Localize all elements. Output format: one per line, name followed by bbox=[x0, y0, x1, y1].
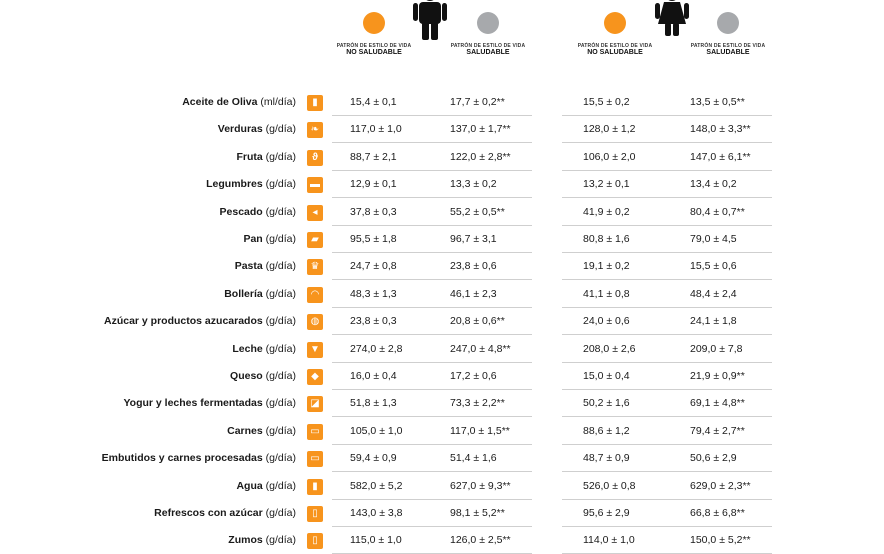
healthy-men-value: 17,2 ± 0,6 bbox=[450, 370, 497, 382]
food-unit: (ml/día) bbox=[260, 96, 296, 108]
food-name bbox=[227, 425, 296, 437]
table-row bbox=[0, 527, 884, 554]
woman-icon bbox=[655, 0, 689, 36]
food-name bbox=[182, 96, 296, 108]
fruit-icon: ϑ bbox=[307, 150, 323, 166]
healthy-men-value: 23,8 ± 0,6 bbox=[450, 260, 497, 273]
food-unit: (g/día) bbox=[265, 287, 296, 300]
food-name bbox=[123, 397, 296, 409]
unhealthy-men-value: 117,0 ± 1,0 bbox=[350, 123, 402, 136]
unhealthy-women-value: 24,0 ± 0,6 bbox=[583, 315, 630, 328]
food-unit: (g/día) bbox=[265, 534, 296, 547]
unhealthy-women-value: 19,1 ± 0,2 bbox=[583, 260, 630, 273]
table-row bbox=[0, 363, 884, 390]
unhealthy-women-value: 48,7 ± 0,9 bbox=[583, 452, 630, 465]
pastry-icon: ◠ bbox=[307, 287, 323, 303]
soda-icon: ▯ bbox=[307, 506, 323, 522]
unhealthy-men-value: 15,4 ± 0,1 bbox=[350, 96, 397, 108]
bread-icon: ▰ bbox=[307, 232, 323, 248]
table-row bbox=[0, 445, 884, 472]
healthy-women-value: 50,6 ± 2,9 bbox=[690, 452, 737, 465]
food-unit: (g/día) bbox=[265, 507, 296, 519]
food-unit: (g/día) bbox=[265, 260, 296, 273]
unhealthy-men-value: 95,5 ± 1,8 bbox=[350, 233, 397, 245]
food-label: Legumbres bbox=[206, 178, 263, 191]
unhealthy-men-value: 143,0 ± 3,8 bbox=[350, 507, 403, 519]
healthy-men-dot bbox=[477, 12, 499, 34]
healthy-women-value: 148,0 ± 3,3** bbox=[690, 123, 751, 136]
food-name bbox=[220, 206, 296, 218]
unhealthy-women-value: 15,0 ± 0,4 bbox=[583, 370, 630, 382]
healthy-women-value: 15,5 ± 0,6 bbox=[690, 260, 737, 273]
healthy-men-label: PATRÓN DE ESTILO DE VIDA SALUDABLE bbox=[450, 43, 526, 56]
healthy-women-value: 69,1 ± 4,8** bbox=[690, 397, 745, 410]
unhealthy-men-value: 88,7 ± 2,1 bbox=[350, 150, 397, 163]
healthy-women-value: 48,4 ± 2,4 bbox=[690, 287, 737, 300]
food-name bbox=[235, 260, 296, 272]
healthy-men-value: 117,0 ± 1,5** bbox=[450, 424, 510, 437]
fish-icon: ◂ bbox=[307, 205, 323, 221]
healthy-women-value: 80,4 ± 0,7** bbox=[690, 205, 745, 218]
food-unit: (g/día) bbox=[265, 233, 296, 245]
healthy-women-value: 209,0 ± 7,8 bbox=[690, 342, 743, 355]
healthy-women-value: 66,8 ± 6,8** bbox=[690, 507, 745, 519]
unhealthy-women-value: 95,6 ± 2,9 bbox=[583, 507, 630, 519]
healthy-men-value: 73,3 ± 2,2** bbox=[450, 397, 505, 410]
unhealthy-men-label: PATRÓN DE ESTILO DE VIDA NO SALUDABLE bbox=[336, 43, 412, 56]
table-row bbox=[0, 336, 884, 363]
food-unit: (g/día) bbox=[265, 370, 296, 382]
food-name bbox=[232, 343, 296, 355]
healthy-men-value: 137,0 ± 1,7** bbox=[450, 123, 511, 136]
food-unit: (g/día) bbox=[265, 178, 296, 191]
table-header bbox=[0, 0, 884, 90]
healthy-men-value: 20,8 ± 0,6** bbox=[450, 315, 505, 328]
food-label: Refrescos con azúcar bbox=[154, 507, 263, 519]
healthy-men-value: 126,0 ± 2,5** bbox=[450, 534, 511, 547]
unhealthy-men-value: 37,8 ± 0,3 bbox=[350, 205, 397, 218]
table-row bbox=[0, 253, 884, 280]
food-unit: (g/día) bbox=[265, 205, 296, 218]
food-label: Leche bbox=[232, 342, 263, 355]
table-row bbox=[0, 308, 884, 335]
food-label: Carnes bbox=[227, 424, 263, 437]
healthy-men-value: 627,0 ± 9,3** bbox=[450, 479, 511, 492]
food-name bbox=[224, 288, 296, 300]
healthy-women-value: 13,5 ± 0,5** bbox=[690, 96, 745, 108]
food-label: Aceite de Oliva bbox=[182, 96, 258, 108]
unhealthy-women-dot bbox=[604, 12, 626, 34]
food-unit: (g/día) bbox=[265, 150, 296, 163]
food-unit: (g/día) bbox=[265, 424, 296, 437]
table-row bbox=[0, 500, 884, 527]
healthy-men-value: 122,0 ± 2,8** bbox=[450, 150, 511, 163]
unhealthy-men-value: 51,8 ± 1,3 bbox=[350, 397, 397, 410]
table-row bbox=[0, 418, 884, 445]
healthy-men-value: 17,7 ± 0,2** bbox=[450, 96, 505, 108]
unhealthy-women-value: 106,0 ± 2,0 bbox=[583, 150, 636, 163]
table-row bbox=[0, 226, 884, 253]
unhealthy-women-value: 15,5 ± 0,2 bbox=[583, 96, 630, 108]
table-row bbox=[0, 473, 884, 500]
unhealthy-women-value: 50,2 ± 1,6 bbox=[583, 397, 630, 410]
food-name bbox=[236, 480, 296, 492]
pasta-icon: ♛ bbox=[307, 259, 323, 275]
food-label: Fruta bbox=[236, 150, 263, 163]
sausage-icon: ▭ bbox=[307, 451, 323, 467]
food-label: Pescado bbox=[219, 205, 263, 218]
healthy-men-value: 55,2 ± 0,5** bbox=[450, 205, 505, 218]
milk-icon: ▼ bbox=[307, 342, 323, 358]
unhealthy-men-value: 115,0 ± 1,0 bbox=[350, 534, 402, 547]
legumes-icon: ▬ bbox=[307, 177, 323, 193]
unhealthy-women-value: 41,9 ± 0,2 bbox=[583, 205, 630, 218]
unhealthy-women-value: 114,0 ± 1,0 bbox=[583, 534, 635, 547]
food-unit: (g/día) bbox=[265, 397, 296, 410]
water-bottle-icon: ▮ bbox=[307, 479, 323, 495]
healthy-women-value: 13,4 ± 0,2 bbox=[690, 178, 737, 191]
table-row bbox=[0, 199, 884, 226]
food-label: Pan bbox=[243, 233, 263, 245]
unhealthy-women-value: 13,2 ± 0,1 bbox=[583, 178, 630, 191]
food-unit: (g/día) bbox=[265, 342, 296, 355]
healthy-men-value: 13,3 ± 0,2 bbox=[450, 178, 497, 191]
unhealthy-women-value: 128,0 ± 1,2 bbox=[583, 123, 636, 136]
healthy-women-label: PATRÓN DE ESTILO DE VIDA SALUDABLE bbox=[690, 43, 766, 56]
juice-icon: ▯ bbox=[307, 533, 323, 549]
unhealthy-men-value: 582,0 ± 5,2 bbox=[350, 479, 403, 492]
healthy-women-value: 24,1 ± 1,8 bbox=[690, 315, 737, 328]
food-name bbox=[102, 452, 296, 464]
food-name bbox=[104, 315, 296, 327]
food-label: Azúcar y productos azucarados bbox=[104, 315, 263, 328]
food-label: Pasta bbox=[234, 260, 263, 273]
vegetables-icon: ❧ bbox=[307, 122, 323, 138]
food-unit: (g/día) bbox=[265, 123, 296, 136]
unhealthy-women-value: 80,8 ± 1,6 bbox=[583, 233, 630, 245]
unhealthy-men-value: 48,3 ± 1,3 bbox=[350, 287, 397, 300]
healthy-men-value: 51,4 ± 1,6 bbox=[450, 452, 497, 465]
food-label: Yogur y leches fermentadas bbox=[123, 397, 263, 410]
healthy-women-value: 147,0 ± 6,1** bbox=[690, 150, 751, 163]
unhealthy-men-value: 16,0 ± 0,4 bbox=[350, 370, 397, 382]
healthy-women-value: 150,0 ± 5,2** bbox=[690, 534, 751, 547]
healthy-women-value: 21,9 ± 0,9** bbox=[690, 370, 745, 382]
healthy-men-value: 247,0 ± 4,8** bbox=[450, 342, 511, 355]
food-label: Agua bbox=[236, 479, 263, 492]
table-row bbox=[0, 144, 884, 171]
healthy-women-value: 79,0 ± 4,5 bbox=[690, 233, 737, 245]
healthy-women-value: 79,4 ± 2,7** bbox=[690, 424, 745, 437]
food-unit: (g/día) bbox=[265, 452, 296, 465]
food-label: Zumos bbox=[228, 534, 263, 547]
unhealthy-women-value: 208,0 ± 2,6 bbox=[583, 342, 636, 355]
unhealthy-men-value: 23,8 ± 0,3 bbox=[350, 315, 397, 328]
meat-icon: ▭ bbox=[307, 424, 323, 440]
healthy-women-value: 629,0 ± 2,3** bbox=[690, 479, 751, 492]
unhealthy-men-dot bbox=[363, 12, 385, 34]
yogurt-icon: ◪ bbox=[307, 396, 323, 412]
unhealthy-men-value: 12,9 ± 0,1 bbox=[350, 178, 397, 191]
table-row bbox=[0, 390, 884, 417]
unhealthy-women-value: 526,0 ± 0,8 bbox=[583, 479, 636, 492]
food-name bbox=[218, 123, 296, 135]
man-icon bbox=[413, 0, 447, 40]
sugar-icon: ◍ bbox=[307, 314, 323, 330]
food-label: Embutidos y carnes procesadas bbox=[101, 452, 263, 465]
food-label: Queso bbox=[230, 370, 263, 382]
food-name bbox=[230, 370, 296, 382]
food-unit: (g/día) bbox=[265, 315, 296, 328]
food-label: Verduras bbox=[217, 123, 263, 136]
unhealthy-women-label: PATRÓN DE ESTILO DE VIDA NO SALUDABLE bbox=[577, 43, 653, 56]
unhealthy-women-value: 88,6 ± 1,2 bbox=[583, 424, 630, 437]
healthy-men-value: 98,1 ± 5,2** bbox=[450, 507, 505, 519]
table-row bbox=[0, 89, 884, 116]
healthy-men-value: 96,7 ± 3,1 bbox=[450, 233, 497, 245]
table-row bbox=[0, 171, 884, 198]
food-name bbox=[228, 534, 296, 546]
oil-bottle-icon: ▮ bbox=[307, 95, 323, 111]
cheese-icon: ◆ bbox=[307, 369, 323, 385]
unhealthy-men-value: 274,0 ± 2,8 bbox=[350, 342, 403, 355]
food-unit: (g/día) bbox=[265, 479, 296, 492]
table-row bbox=[0, 116, 884, 143]
healthy-men-value: 46,1 ± 2,3 bbox=[450, 287, 497, 300]
healthy-women-dot bbox=[717, 12, 739, 34]
food-label: Bollería bbox=[224, 287, 263, 300]
unhealthy-men-value: 59,4 ± 0,9 bbox=[350, 452, 397, 465]
food-name bbox=[206, 178, 296, 190]
food-name bbox=[243, 233, 296, 245]
unhealthy-men-value: 105,0 ± 1,0 bbox=[350, 424, 403, 437]
food-name bbox=[154, 507, 296, 519]
unhealthy-men-value: 24,7 ± 0,8 bbox=[350, 260, 397, 273]
unhealthy-women-value: 41,1 ± 0,8 bbox=[583, 287, 630, 300]
food-name bbox=[236, 151, 296, 163]
table-row bbox=[0, 281, 884, 308]
